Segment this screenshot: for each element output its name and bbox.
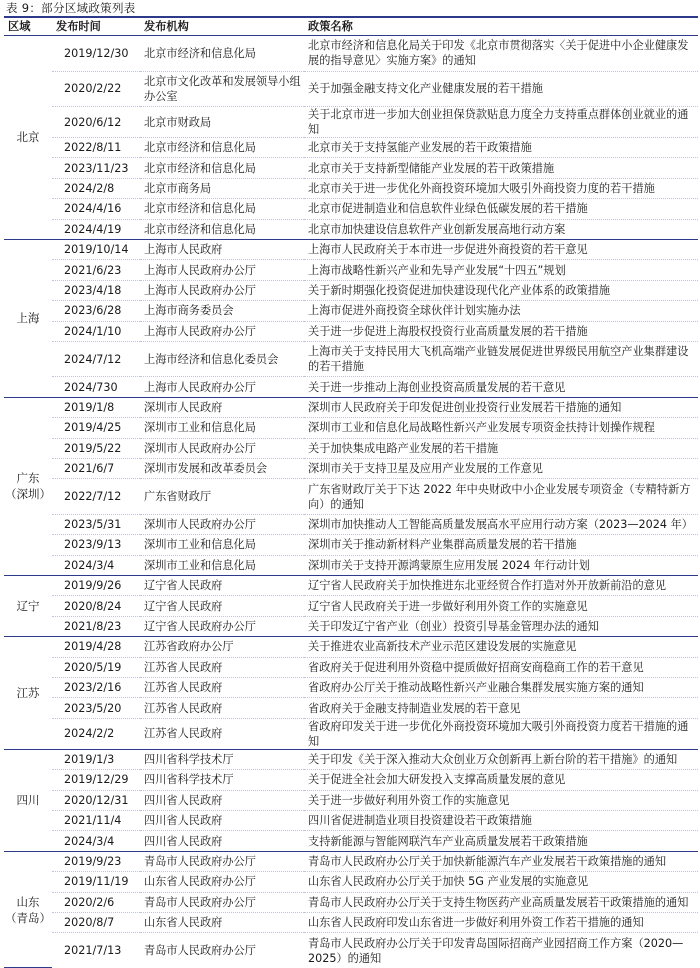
header-date: 发布时间 bbox=[52, 17, 140, 36]
header-row bbox=[4, 17, 698, 36]
table-row bbox=[4, 158, 698, 178]
region-cell: 江苏 bbox=[4, 637, 52, 750]
title-cell: 关于印发辽宁省产业（创业）投资引导基金管理办法的通知 bbox=[308, 620, 599, 633]
title-cell: 北京市关于进一步优化外商投资环境加大吸引外商投资力度的若干措施 bbox=[304, 178, 698, 198]
table-row bbox=[4, 397, 698, 417]
title-cell: 关于加快集成电路产业发展的若干措施 bbox=[304, 438, 698, 458]
date-cell: 2020/8/24 bbox=[52, 596, 140, 616]
title-cell: 山东省人民政府办公厅关于加快 5G 产业发展的实施意见 bbox=[304, 872, 698, 892]
table-row bbox=[4, 657, 698, 677]
org-cell: 上海市人民政府办公厅 bbox=[140, 321, 304, 341]
header-region: 区域 bbox=[4, 17, 52, 36]
table-row bbox=[4, 138, 698, 158]
region-cell: 四川 bbox=[4, 749, 52, 851]
title-cell: 深圳市关于支持卫星及应用产业发展的工作意见 bbox=[304, 458, 698, 478]
title-cell: 省政府办公厅关于推动战略性新兴产业融合集群发展实施方案的通知 bbox=[304, 677, 698, 697]
table-row bbox=[4, 851, 698, 871]
date-cell: 2024/2/8 bbox=[52, 178, 140, 198]
title-cell: 关于推进农业高新技术产业示范区建设发展的实施意见 bbox=[304, 637, 698, 657]
table-body bbox=[4, 36, 698, 968]
table-caption: 表 9：部分区域政策列表 bbox=[6, 1, 136, 15]
table-row bbox=[4, 616, 698, 636]
header-title: 政策名称 bbox=[304, 17, 698, 36]
table-row bbox=[4, 514, 698, 534]
table-row bbox=[4, 892, 698, 912]
table-row bbox=[4, 596, 698, 616]
date-cell: 2024/4/16 bbox=[52, 199, 140, 219]
org-cell: 上海市人民政府办公厅 bbox=[140, 260, 304, 280]
date-cell: 2019/5/22 bbox=[52, 438, 140, 458]
title-cell: 广东省财政厅关于下达 2022 年中央财政中小企业发展专项资金（专精特新方向）的通知 bbox=[304, 479, 698, 515]
table-row bbox=[4, 260, 698, 280]
org-cell: 四川省人民政府 bbox=[140, 810, 304, 830]
title-cell: 青岛市人民政府办公厅关于支持生物医药产业高质量发展若干政策措施的通知 bbox=[304, 892, 698, 912]
date-cell: 2020/5/19 bbox=[52, 657, 140, 677]
date-cell: 2019/12/30 bbox=[52, 36, 140, 72]
org-cell: 四川省科学技术厅 bbox=[140, 749, 304, 769]
org-cell: 上海市人民政府办公厅 bbox=[140, 280, 304, 300]
date-cell: 2024/1/10 bbox=[52, 321, 140, 341]
org-cell: 北京市经济和信息化局 bbox=[140, 158, 304, 178]
title-cell: 北京市促进制造业和信息软件业绿色低碳发展的若干措施 bbox=[304, 199, 698, 219]
date-cell: 2024/3/4 bbox=[64, 834, 115, 848]
header-org: 发布机构 bbox=[140, 17, 304, 36]
date-cell: 2024/730 bbox=[64, 380, 118, 394]
org-cell: 广东省财政厅 bbox=[140, 479, 304, 515]
region-cell: 辽宁 bbox=[4, 576, 52, 637]
table-row bbox=[4, 576, 698, 596]
date-cell: 2020/6/12 bbox=[52, 107, 140, 138]
date-cell: 2020/2/6 bbox=[52, 892, 140, 912]
org-cell: 深圳市人民政府办公厅 bbox=[140, 514, 304, 534]
org-cell: 上海市经济和信息化委员会 bbox=[140, 341, 304, 377]
title-cell: 关于加强金融支持文化产业健康发展的若干措施 bbox=[304, 71, 698, 107]
title-cell: 青岛市人民政府办公厅关于加快新能源汽车产业发展若干政策措施的通知 bbox=[304, 851, 698, 871]
table-row bbox=[4, 36, 698, 72]
table-row bbox=[4, 301, 698, 321]
org-cell: 深圳市工业和信息化局 bbox=[144, 558, 256, 572]
org-cell: 北京市经济和信息化局 bbox=[144, 222, 256, 236]
date-cell: 2019/9/23 bbox=[52, 851, 140, 871]
org-cell: 江苏省人民政府 bbox=[144, 727, 223, 741]
policy-table bbox=[4, 16, 698, 968]
table-row bbox=[4, 479, 698, 515]
title-cell: 辽宁省人民政府关于加快推进东北亚经贸合作打造对外开放新前沿的意见 bbox=[304, 576, 698, 596]
date-cell: 2024/7/12 bbox=[52, 341, 140, 377]
date-cell: 2023/5/20 bbox=[52, 698, 140, 718]
date-cell: 2019/4/28 bbox=[52, 637, 140, 657]
org-cell: 上海市商务委员会 bbox=[140, 301, 304, 321]
org-cell: 辽宁省人民政府 bbox=[140, 576, 304, 596]
table-row bbox=[4, 749, 698, 769]
date-cell: 2021/11/4 bbox=[52, 810, 140, 830]
title-cell: 四川省促进制造业项目投资建设若干政策措施 bbox=[304, 810, 698, 830]
title-cell: 青岛市人民政府办公厅关于印发青岛国际招商产业园招商工作方案（2020—2025）的通知 bbox=[308, 936, 684, 965]
date-cell: 2023/5/31 bbox=[52, 514, 140, 534]
org-cell: 青岛市人民政府办公厅 bbox=[140, 892, 304, 912]
title-cell: 关于促进全社会加大研发投入支撑高质量发展的意见 bbox=[304, 770, 698, 790]
title-cell: 关于进一步推动上海创业投资高质量发展的若干意见 bbox=[308, 380, 566, 394]
table-row bbox=[4, 377, 698, 397]
org-cell: 江苏省人民政府 bbox=[140, 677, 304, 697]
org-cell: 山东省人民政府办公厅 bbox=[140, 872, 304, 892]
table-row bbox=[4, 790, 698, 810]
title-cell: 深圳市工业和信息化局战略性新兴产业发展专项资金扶持计划操作规程 bbox=[304, 418, 698, 438]
org-cell: 上海市人民政府 bbox=[140, 239, 304, 259]
table-row bbox=[4, 912, 698, 932]
org-cell: 北京市经济和信息化局 bbox=[140, 138, 304, 158]
table-row bbox=[4, 555, 698, 575]
date-cell: 2019/10/14 bbox=[52, 239, 140, 259]
title-cell: 上海市关于支持民用大飞机高端产业链发展促进世界级民用航空产业集群建设的若干措施 bbox=[304, 341, 698, 377]
org-cell: 上海市人民政府办公厅 bbox=[144, 380, 256, 394]
title-cell: 关于进一步做好利用外资工作的实施意见 bbox=[304, 790, 698, 810]
org-cell: 辽宁省人民政府办公厅 bbox=[144, 620, 256, 633]
table-row bbox=[4, 718, 698, 749]
table-row bbox=[4, 107, 698, 138]
date-cell: 2024/4/19 bbox=[64, 222, 122, 236]
title-cell: 关于北京市进一步加大创业担保贷款贴息力度全力支持重点群体创业就业的通知 bbox=[304, 107, 698, 138]
date-cell: 2019/12/29 bbox=[52, 770, 140, 790]
title-cell: 深圳市关于推动新材料产业集群高质量发展的若干措施 bbox=[304, 535, 698, 555]
date-cell: 2023/11/23 bbox=[52, 158, 140, 178]
date-cell: 2023/9/13 bbox=[52, 535, 140, 555]
table-row bbox=[4, 933, 698, 968]
table-row bbox=[4, 535, 698, 555]
org-cell: 深圳市人民政府办公厅 bbox=[140, 438, 304, 458]
table-row bbox=[4, 810, 698, 830]
table-row bbox=[4, 872, 698, 892]
org-cell: 四川省人民政府 bbox=[140, 790, 304, 810]
date-cell: 2022/7/12 bbox=[52, 479, 140, 515]
org-cell: 北京市经济和信息化局 bbox=[140, 199, 304, 219]
title-cell: 上海市人民政府关于本市进一步促进外商投资的若干意见 bbox=[304, 239, 698, 259]
date-cell: 2019/11/19 bbox=[52, 872, 140, 892]
table-row bbox=[4, 698, 698, 718]
title-cell: 省政府关于金融支持制造业发展的若干意见 bbox=[304, 698, 698, 718]
title-cell: 支持新能源与智能网联汽车产业高质量发展若干政策措施 bbox=[308, 834, 588, 848]
org-cell: 北京市经济和信息化局 bbox=[140, 36, 304, 72]
table-row bbox=[4, 831, 698, 851]
table-row bbox=[4, 280, 698, 300]
date-cell: 2019/1/3 bbox=[52, 749, 140, 769]
org-cell: 江苏省政府办公厅 bbox=[140, 637, 304, 657]
table-row bbox=[4, 458, 698, 478]
org-cell: 四川省人民政府 bbox=[144, 834, 223, 848]
date-cell: 2024/2/2 bbox=[64, 727, 115, 741]
org-cell: 北京市文化改革和发展领导小组办公室 bbox=[140, 71, 304, 107]
title-cell: 上海市促进外商投资全球伙伴计划实施办法 bbox=[304, 301, 698, 321]
table-row bbox=[4, 341, 698, 377]
region-cell: 广东 （深圳） bbox=[4, 397, 52, 575]
date-cell: 2023/2/16 bbox=[52, 677, 140, 697]
region-cell: 上海 bbox=[4, 239, 52, 397]
title-cell: 山东省人民政府印发山东省进一步做好利用外资工作若干措施的通知 bbox=[304, 912, 698, 932]
region-cell: 北京 bbox=[4, 36, 52, 240]
table-row bbox=[4, 239, 698, 259]
org-cell: 深圳市发展和改革委员会 bbox=[140, 458, 304, 478]
title-cell: 关于进一步促进上海股权投资行业高质量发展的若干措施 bbox=[304, 321, 698, 341]
table-row bbox=[4, 677, 698, 697]
title-cell: 北京市关于支持新型储能产业发展的若干政策措施 bbox=[304, 158, 698, 178]
date-cell: 2020/8/7 bbox=[52, 912, 140, 932]
org-cell: 深圳市工业和信息化局 bbox=[140, 535, 304, 555]
title-cell: 辽宁省人民政府关于进一步做好利用外资工作的实施意见 bbox=[304, 596, 698, 616]
title-cell: 关于印发《关于深入推动大众创业万众创新再上新台阶的若干措施》的通知 bbox=[304, 749, 698, 769]
org-cell: 深圳市工业和信息化局 bbox=[140, 418, 304, 438]
table-row bbox=[4, 199, 698, 219]
title-cell: 北京市经济和信息化局关于印发《北京市贯彻落实〈关于促进中小企业健康发展的指导意见〉实施方案》的通知 bbox=[304, 36, 698, 72]
table-row bbox=[4, 770, 698, 790]
org-cell: 深圳市人民政府 bbox=[140, 397, 304, 417]
org-cell: 青岛市人民政府办公厅 bbox=[140, 851, 304, 871]
org-cell: 四川省科学技术厅 bbox=[140, 770, 304, 790]
table-row bbox=[4, 321, 698, 341]
org-cell: 山东省人民政府 bbox=[140, 912, 304, 932]
date-cell: 2023/6/28 bbox=[52, 301, 140, 321]
title-cell: 省政府关于促进利用外资稳中提质做好招商安商稳商工作的若干意见 bbox=[304, 657, 698, 677]
title-cell: 深圳市关于支持开源鸿蒙原生应用发展 2024 年行动计划 bbox=[308, 558, 590, 572]
title-cell: 北京市关于支持氢能产业发展的若干政策措施 bbox=[304, 138, 698, 158]
org-cell: 江苏省人民政府 bbox=[140, 698, 304, 718]
region-cell: 山东 （青岛） bbox=[4, 851, 52, 968]
org-cell: 青岛市人民政府办公厅 bbox=[144, 944, 256, 958]
date-cell: 2021/6/23 bbox=[52, 260, 140, 280]
date-cell: 2021/7/13 bbox=[64, 944, 122, 958]
date-cell: 2020/2/22 bbox=[52, 71, 140, 107]
table-row bbox=[4, 438, 698, 458]
table-row bbox=[4, 219, 698, 239]
date-cell: 2024/3/4 bbox=[64, 558, 115, 572]
date-cell: 2019/1/8 bbox=[52, 397, 140, 417]
title-cell: 北京市加快建设信息软件产业创新发展高地行动方案 bbox=[308, 222, 566, 236]
date-cell: 2022/8/11 bbox=[52, 138, 140, 158]
title-cell: 深圳市加快推动人工智能高质量发展高水平应用行动方案（2023—2024 年） bbox=[304, 514, 698, 534]
date-cell: 2023/4/18 bbox=[52, 280, 140, 300]
table-row bbox=[4, 71, 698, 107]
title-cell: 上海市战略性新兴产业和先导产业发展“十四五”规划 bbox=[304, 260, 698, 280]
date-cell: 2020/12/31 bbox=[52, 790, 140, 810]
org-cell: 辽宁省人民政府 bbox=[140, 596, 304, 616]
date-cell: 2019/4/25 bbox=[52, 418, 140, 438]
org-cell: 北京市财政局 bbox=[140, 107, 304, 138]
title-cell: 深圳市人民政府关于印发促进创业投资行业发展若干措施的通知 bbox=[304, 397, 698, 417]
org-cell: 江苏省人民政府 bbox=[140, 657, 304, 677]
title-cell: 省政府印发关于进一步优化外商投资环境加大吸引外商投资力度若干措施的通知 bbox=[308, 719, 689, 748]
date-cell: 2021/8/23 bbox=[64, 620, 122, 633]
table-row bbox=[4, 637, 698, 657]
date-cell: 2019/9/26 bbox=[52, 576, 140, 596]
table-row bbox=[4, 418, 698, 438]
date-cell: 2021/6/7 bbox=[52, 458, 140, 478]
org-cell: 北京市商务局 bbox=[140, 178, 304, 198]
table-row bbox=[4, 178, 698, 198]
title-cell: 关于新时期强化投资促进加快建设现代化产业体系的政策措施 bbox=[304, 280, 698, 300]
